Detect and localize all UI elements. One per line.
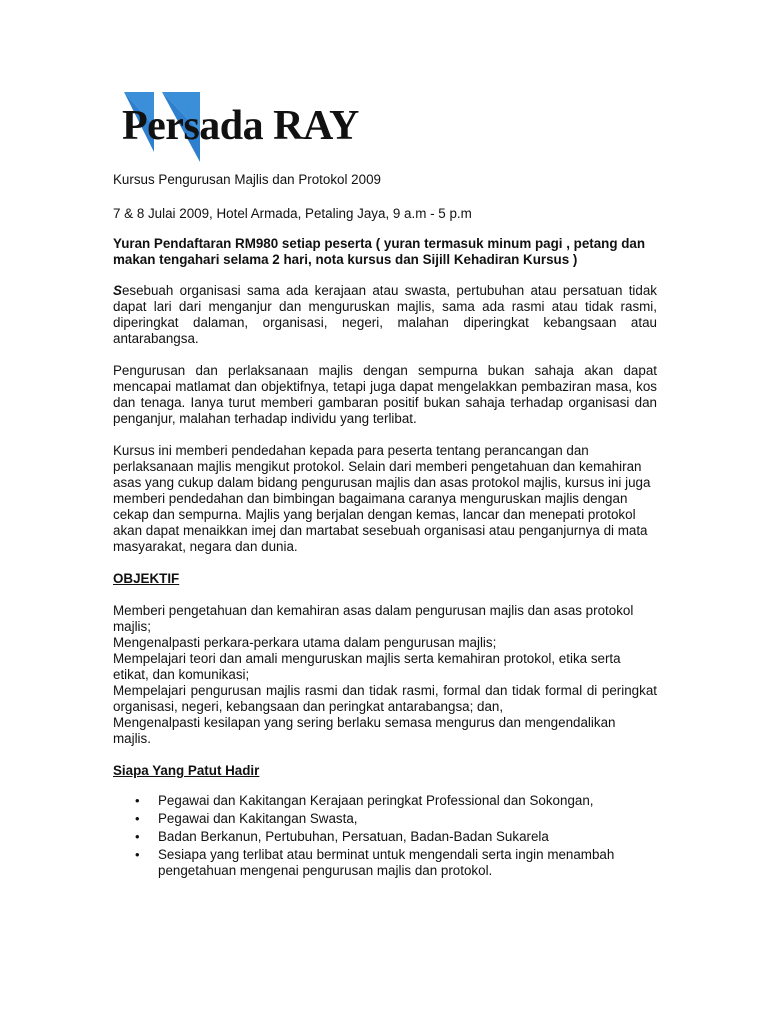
objective-item: Mengenalpasti perkara-perkara utama dalam pengurusan majlis; (113, 635, 497, 650)
list-item: • Sesiapa yang terlibat atau berminat untuk mengendali serta ingin menambah pengetahuan mengenai pengurusan majlis dan protokol. (135, 847, 615, 878)
persada-ray-logo (118, 92, 363, 164)
intro-paragraph-text: esebuah organisasi sama ada kerajaan atau swasta, pertubuhan atau persatuan tidak dapat lari dari menganjur dan menguruskan majlis, sama ada rasmi atau tidak rasmi, diperingkat dalaman, organisasi, negeri, malahan diperingkat kebangsaan atau antarabangsa. (113, 283, 657, 346)
bullet-icon: • (135, 829, 140, 844)
bullet-icon: • (135, 811, 140, 826)
audience-list (113, 793, 657, 879)
drop-letter: S (113, 283, 122, 298)
list-item: • Pegawai dan Kakitangan Kerajaan peringkat Professional dan Sokongan, (135, 793, 594, 808)
list-item: • Pegawai dan Kakitangan Swasta, (135, 811, 358, 826)
objective-list (113, 603, 657, 747)
document-body (113, 170, 657, 881)
audience-heading: Siapa Yang Patut Hadir (113, 763, 260, 778)
objective-item: Mempelajari pengurusan majlis rasmi dan tidak rasmi, formal dan tidak formal di peringkat organisasi, negeri, kebangsaan dan peringkat antarabangsa; dan, (113, 683, 657, 714)
objective-heading: OBJEKTIF (113, 571, 180, 586)
objective-item: Memberi pengetahuan dan kemahiran asas dalam pengurusan majlis dan asas protokol majlis; (113, 603, 634, 634)
registration-fee: Yuran Pendaftaran RM980 setiap peserta ( yuran termasuk minum pagi , petang dan makan tengahari selama 2 hari, nota kursus dan Sijill Kehadiran Kursus ) (113, 236, 646, 267)
intro-paragraph (113, 283, 657, 347)
bullet-icon: • (135, 847, 140, 862)
objective-item: Mengenalpasti kesilapan yang sering berlaku semasa mengurus dan mengendalikan majlis. (113, 715, 616, 746)
course-dates: 7 & 8 Julai 2009, Hotel Armada, Petaling Jaya, 9 a.m - 5 p.m (113, 206, 472, 221)
logo-text: Persada RAY (122, 103, 359, 149)
list-item: • Badan Berkanun, Pertubuhan, Persatuan, Badan-Badan Sukarela (135, 829, 549, 844)
management-paragraph: Pengurusan dan perlaksanaan majlis dengan sempurna bukan sahaja akan dapat mencapai matlamat dan objektifnya, tetapi juga dapat mengelakkan pembaziran masa, kos dan tenaga. Ianya turut memberi gambaran positif bukan sahaja terhadap organisasi dan penganjur, malahan terhadap individu yang terlibat. (113, 363, 657, 426)
objective-item: Mempelajari teori dan amali menguruskan majlis serta kemahiran protokol, etika serta etikat, dan komunikasi; (113, 651, 621, 682)
course-title: Kursus Pengurusan Majlis dan Protokol 2009 (113, 172, 381, 187)
course-description-paragraph: Kursus ini memberi pendedahan kepada para peserta tentang perancangan dan perlaksanaan majlis mengikut protokol. Selain dari memberi pengetahuan dan kemahiran asas yang cukup dalam bidang pengurusan majlis dan asas protokol majlis, kursus ini juga memberi pendedahan dan bimbingan bagaimana caranya menguruskan majlis dengan cekap dan sempurna. Majlis yang berjalan dengan kemas, lancar dan menepati protokol akan dapat menaikkan imej dan martabat sesebuah organisasi atau penganjurnya di mata masyarakat, negara dan dunia. (113, 443, 651, 554)
bullet-icon: • (135, 793, 140, 808)
